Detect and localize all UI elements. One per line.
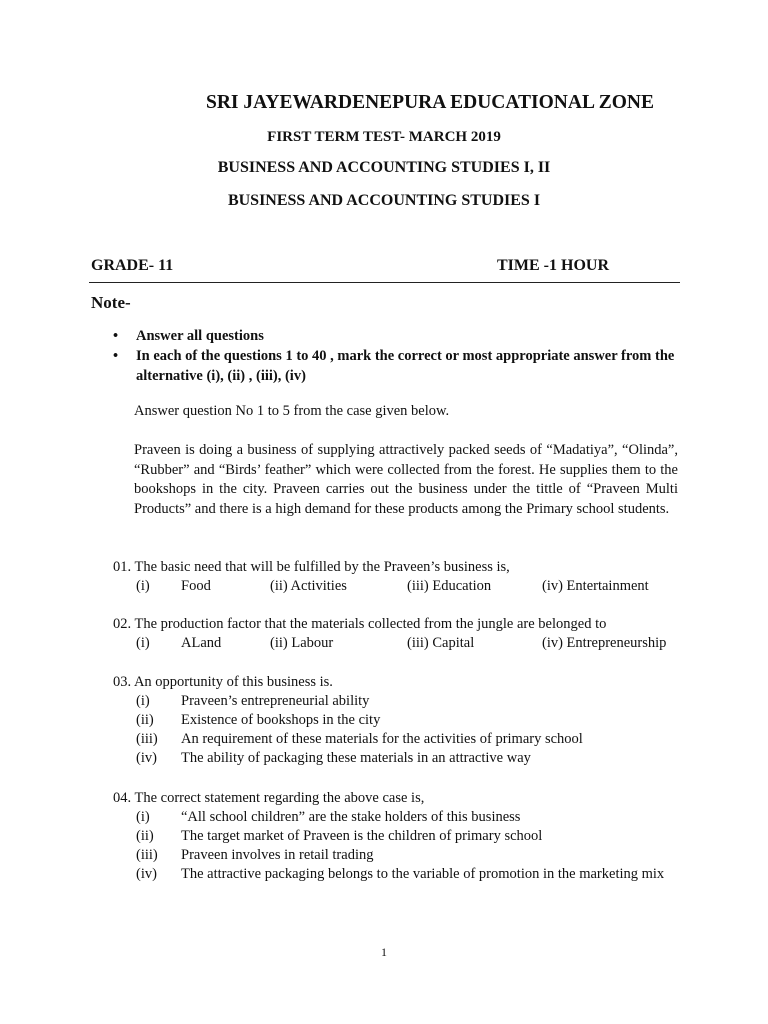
option-text: (iv) Entertainment — [542, 578, 649, 594]
grade-label: GRADE- 11 — [91, 257, 174, 274]
question-01 — [113, 558, 673, 596]
option-row — [136, 692, 683, 711]
question-text: 03. An opportunity of this business is. — [113, 674, 333, 690]
option-num: (iii) — [136, 731, 158, 747]
note-bullet-text: In each of the questions 1 to 40 , mark the correct or most appropriate answer from the alternative (i), (ii) , (iii), (iv) — [136, 348, 675, 384]
option-num: (ii) — [136, 828, 154, 844]
option-list — [113, 808, 683, 884]
question-03 — [113, 673, 683, 768]
question-02 — [113, 615, 688, 653]
note-bullet-item — [113, 326, 683, 346]
option-text: The attractive packaging belongs to the variable of promotion in the marketing mix — [181, 866, 665, 882]
option-num: (iii) — [136, 847, 158, 863]
option-text: (iii) Capital — [407, 635, 475, 651]
option-text: Praveen involves in retail trading — [181, 847, 374, 863]
option-num: (i) — [136, 635, 150, 651]
option-num: (iv) — [136, 866, 157, 882]
note-title: Note- — [91, 293, 131, 312]
case-intro: Answer question No 1 to 5 from the case given below. — [134, 403, 450, 419]
option-row — [136, 827, 683, 846]
note-bullet-item — [113, 346, 683, 386]
option-row — [136, 711, 683, 730]
term-title: FIRST TERM TEST- MARCH 2019 — [267, 129, 501, 145]
option-row — [136, 749, 683, 768]
option-row — [136, 846, 683, 865]
bullet-icon: • — [113, 328, 119, 344]
option-row — [136, 808, 683, 827]
option-num: (i) — [136, 693, 150, 709]
option-text: Food — [181, 578, 211, 594]
question-text: 01. The basic need that will be fulfilled by the Praveen’s business is, — [113, 559, 510, 575]
option-row — [136, 865, 683, 884]
option-text: Praveen’s entrepreneurial ability — [181, 693, 370, 709]
case-paragraph: Praveen is doing a business of supplying attractively packed seeds of “Madatiya”, “Olinda”, “Rubber” and “Birds’ feather” which were collected from the forest. He supplies them to the bookshops in the city. Praveen carries out the business under the tittle of “Praveen Multi Products” and there is a high demand for these products among the Primary school students. — [134, 442, 678, 517]
option-num: (ii) — [136, 712, 154, 728]
option-text: The target market of Praveen is the children of primary school — [181, 828, 543, 844]
option-num: (i) — [136, 809, 150, 825]
question-text: 04. The correct statement regarding the above case is, — [113, 790, 425, 806]
header-divider — [89, 282, 680, 283]
option-row — [113, 634, 688, 653]
option-text: ALand — [181, 635, 222, 651]
page-number: 1 — [381, 945, 387, 959]
bullet-icon: • — [113, 348, 119, 364]
note-bullet-text: Answer all questions — [136, 328, 264, 344]
time-label: TIME -1 HOUR — [497, 257, 609, 274]
question-text: 02. The production factor that the materials collected from the jungle are belonged to — [113, 616, 607, 632]
option-text: The ability of packaging these materials in an attractive way — [181, 750, 531, 766]
option-num: (iv) — [136, 750, 157, 766]
option-text: Existence of bookshops in the city — [181, 712, 381, 728]
option-text: (ii) Labour — [270, 635, 334, 651]
option-text: (iii) Education — [407, 578, 492, 594]
option-text: An requirement of these materials for the activities of primary school — [181, 731, 583, 747]
option-text: (iv) Entrepreneurship — [542, 635, 667, 651]
option-list — [113, 692, 683, 768]
option-num: (i) — [136, 578, 150, 594]
zone-title: SRI JAYEWARDENEPURA EDUCATIONAL ZONE — [205, 92, 655, 113]
option-row — [113, 577, 673, 596]
option-row — [136, 730, 683, 749]
question-04 — [113, 789, 683, 884]
subject-title-1: BUSINESS AND ACCOUNTING STUDIES I, II — [217, 159, 551, 176]
option-text: “All school children” are the stake holders of this business — [181, 809, 521, 825]
option-text: (ii) Activities — [270, 578, 347, 594]
subject-title-2: BUSINESS AND ACCOUNTING STUDIES I — [227, 192, 541, 209]
note-bullet-list — [113, 326, 683, 386]
